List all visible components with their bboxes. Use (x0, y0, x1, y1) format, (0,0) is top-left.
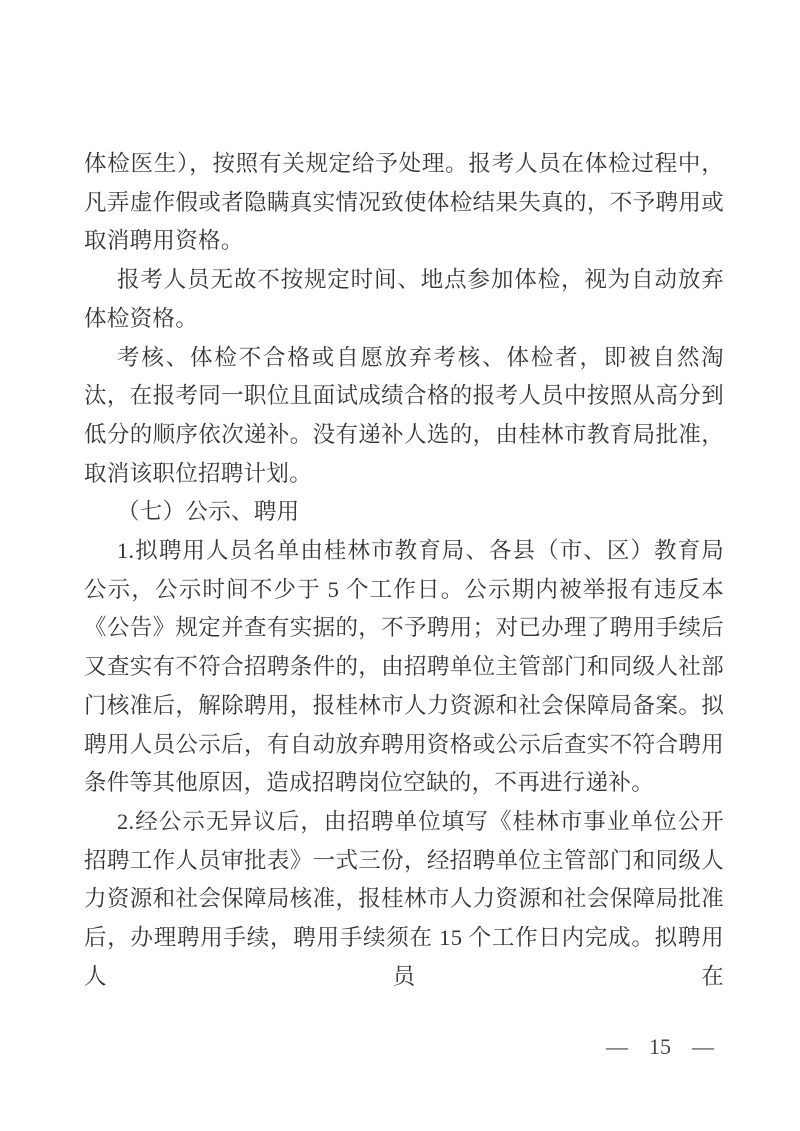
section-heading: （七）公示、聘用 (117, 499, 300, 525)
paragraph: 报考人员无故不按规定时间、地点参加体检，视为自动放弃体检资格。 (84, 267, 724, 331)
page-body-text (84, 145, 724, 996)
paragraph: 考核、体检不合格或自愿放弃考核、体检者，即被自然淘汰，在报考同一职位且面试成绩合格的报考人员中按照从高分到低分的顺序依次递补。没有递补人选的，由桂林市教育局批准，取消该职位招聘计划。 (84, 344, 724, 486)
paragraph-numbered-2: 2.经公示无异议后，由招聘单位填写《桂林市事业单位公开招聘工作人员审批表》一式三份，经招聘单位主管部门和同级人力资源和社会保障局核准，报桂林市人力资源和社会保障局批准后，办理聘用手续，聘用手续须在 15 个工作日内完成。拟聘用人员在 (84, 808, 724, 989)
page-footer (606, 1033, 714, 1061)
footer-dash-left: — (606, 1034, 628, 1059)
paragraph-numbered-1: 1.拟聘用人员名单由桂林市教育局、各县（市、区）教育局公示，公示时间不少于 5 个工作日。公示期内被举报有违反本《公告》规定并查有实据的，不予聘用；对已办理了聘用手续后又查实有不符合招聘条件的，由招聘单位主管部门和同级人社部门核准后，解除聘用，报桂林市人力资源和社会保障局备案。拟聘用人员公示后，有自动放弃聘用资格或公示后查实不符合聘用条件等其他原因，造成招聘岗位空缺的，不再进行递补。 (84, 538, 724, 796)
page-number: 15 (649, 1034, 671, 1059)
paragraph-continuation: 体检医生），按照有关规定给予处理。报考人员在体检过程中，凡弄虚作假或者隐瞒真实情况致使体检结果失真的，不予聘用或取消聘用资格。 (84, 151, 724, 254)
footer-dash-right: — (692, 1034, 714, 1059)
